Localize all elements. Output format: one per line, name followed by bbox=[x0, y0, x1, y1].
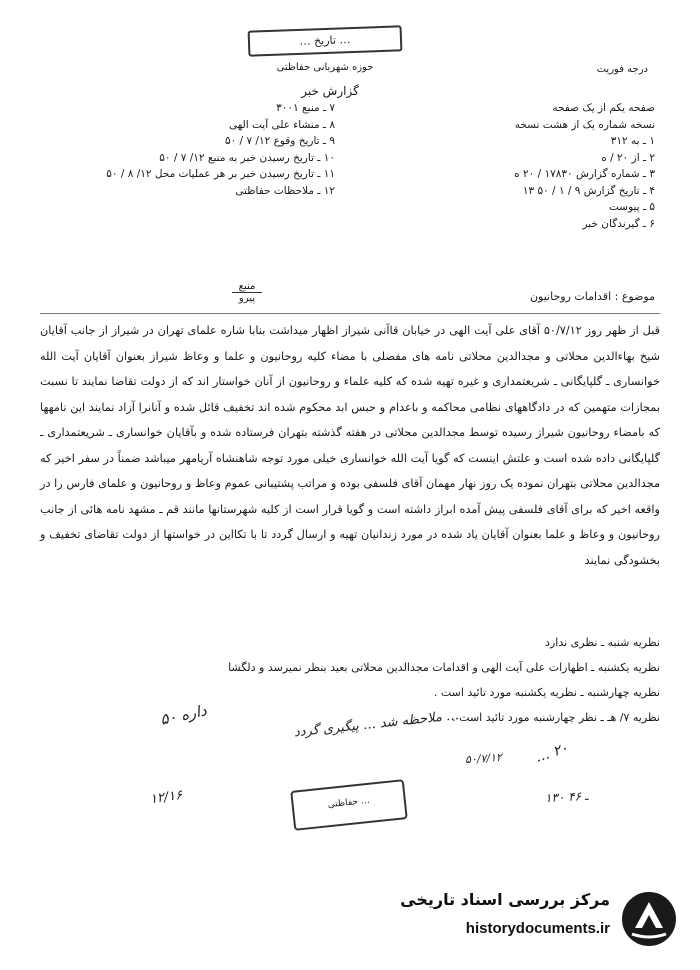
header-fields-right bbox=[385, 100, 655, 232]
header-field: ۶ ـ گیرندگان خبر bbox=[582, 217, 655, 230]
report-title: گزارش خبر bbox=[301, 84, 359, 98]
opinion-line: نظریه شنبه ـ نظری ندارد bbox=[545, 636, 660, 649]
header-field: ۲ ـ از ۲۰ / ه bbox=[601, 151, 655, 164]
header-field: ۱۰ ـ تاریخ رسیدن خبر به منبع ۱۲/ ۷ / ۵۰ bbox=[159, 151, 335, 164]
subject-line: موضوع : اقدامات روحانیون bbox=[529, 290, 655, 303]
header-field: ۵ ـ پیوست bbox=[608, 201, 655, 213]
handwritten-signature: … ۲۰ bbox=[533, 740, 571, 766]
handwritten-date: ۵۰/۷/۱۲ bbox=[464, 750, 503, 767]
handwritten-note: داره ۵۰ bbox=[158, 701, 209, 729]
handwritten-date: ۱۲/۱۶ bbox=[149, 787, 184, 808]
header-field: ۱ ـ به ۳۱۲ bbox=[610, 135, 655, 147]
header-fields-left bbox=[40, 100, 335, 199]
header-field: ۴ ـ تاریخ گزارش ۹ / ۱ / ۵۰ ۱۳ bbox=[522, 184, 655, 197]
header-field: ۹ ـ تاریخ وقوع ۱۲/ ۷ / ۵۰ bbox=[224, 135, 335, 147]
divider bbox=[40, 313, 660, 314]
opinion-line: نظریه چهارشنبه ـ نظریه یکشنبه مورد تائید است . bbox=[433, 686, 660, 699]
handwritten-note: … ملاحظه شد … پیگیری گردد bbox=[293, 708, 460, 741]
handwritten-number: ۱۳۰ ـ ۴۶ bbox=[544, 788, 589, 806]
header-field: ۸ ـ منشاء علی آیت الهی bbox=[228, 118, 335, 131]
header-field: صفحه یکم از یک صفحه bbox=[552, 102, 655, 114]
header-field: ۷ ـ منبع ۳۰۰۱ bbox=[276, 102, 335, 114]
department-label: حوزه شهربانی حفاظتی bbox=[276, 62, 374, 73]
source-label bbox=[232, 281, 262, 304]
header-field: ۱۲ ـ ملاحظات حفاظتی bbox=[235, 184, 335, 197]
source-label-top: منبع bbox=[238, 281, 256, 292]
source-label-bottom: پیرو bbox=[232, 292, 262, 304]
priority-label: درجه فوریت bbox=[596, 64, 648, 75]
opinions-section bbox=[40, 630, 660, 730]
bottom-stamp: … حفاظتی bbox=[290, 779, 408, 831]
footer-website: historydocuments.ir bbox=[465, 920, 610, 937]
opinion-line: نظریه یکشنبه ـ اظهارات علی آیت الهی و اقدامات مجدالدین محلاتی بعید بنظر نمیرسد و دلگشا bbox=[228, 661, 660, 674]
history-center-logo-icon bbox=[620, 890, 678, 948]
report-body: قبل از ظهر روز ۵۰/۷/۱۲ آقای علی آیت الهی در خیابان قاآنی شیراز اظهار میداشت بنابا شاره علمای تهران در شیراز از جانب آقایان شیخ بهاءالدین محلاتی و مجدالدین محلاتی نامه های مفصلی با مضاء کلیه روحانیون و علما و وعاظ شیراز بعنوان آقایان آیت الله خوانساری ـ گلپایگانی ـ شریعتمداری و غیره تهیه شده که کلیه علماء و روحانیون از آنان خواستار اند که از دولت تقاضا نمایند تا نسبت بمجازات متهمین که در دادگاههای نظامی محاکمه و باعدام و حبس ابد محکوم شده اند تخفیف قائل شده و آنانرا آزاد نمایند این نامهها که بامضاء روحانیون شیراز رسیده توسط مجدالدین محلاتی در هفته گذشته بتهران فرستاده شده و بآقایان خوانساری ـ شریعتمداری ـ گلپایگانی داده شده است و علتش اینست که گویا آیت الله خوانساری خیلی مورد توجه شاهنشاه آریامهر میباشد ضمناً در سفر اخیر که مجدالدین محلاتی بتهران نموده یک روز نهار مهمان آقای فلسفی بوده و مراتب پشتیبانی عموم وعاظ و روحانیون و علمای فارس را در واقعه اخیر که برای آقای فلسفی پیش آمده ابراز داشته است و گویا قرار است از کلیه شهرستانها مانند قم ـ مشهد نامه هائی از جانب روحانیون و وعاظ و علما بعنوان آقایان یاد شده در مورد زندانیان تهیه و ارسال گردد تا با تکااین در خواستها از دولت تقاضای تخفیف و بخشودگی نمایند bbox=[40, 324, 661, 567]
footer-watermark bbox=[398, 884, 678, 956]
top-stamp: … تاریخ … bbox=[248, 25, 403, 56]
footer-org-name: مرکز بررسی اسناد تاریخی bbox=[400, 890, 610, 909]
header-field: ۱۱ ـ تاریخ رسیدن خبر بر هر عملیات محل ۱۲/ ۸ / ۵۰ bbox=[106, 168, 335, 180]
opinion-line: نظریه ۷/ هـ ـ نظر چهارشنبه مورد تائید است . bbox=[452, 711, 660, 724]
header-field: ۳ ـ شماره گزارش ۱۷۸۳۰ / ۲۰ ه bbox=[514, 168, 655, 180]
header-field: نسخه شماره یک از هشت نسخه bbox=[514, 118, 655, 131]
